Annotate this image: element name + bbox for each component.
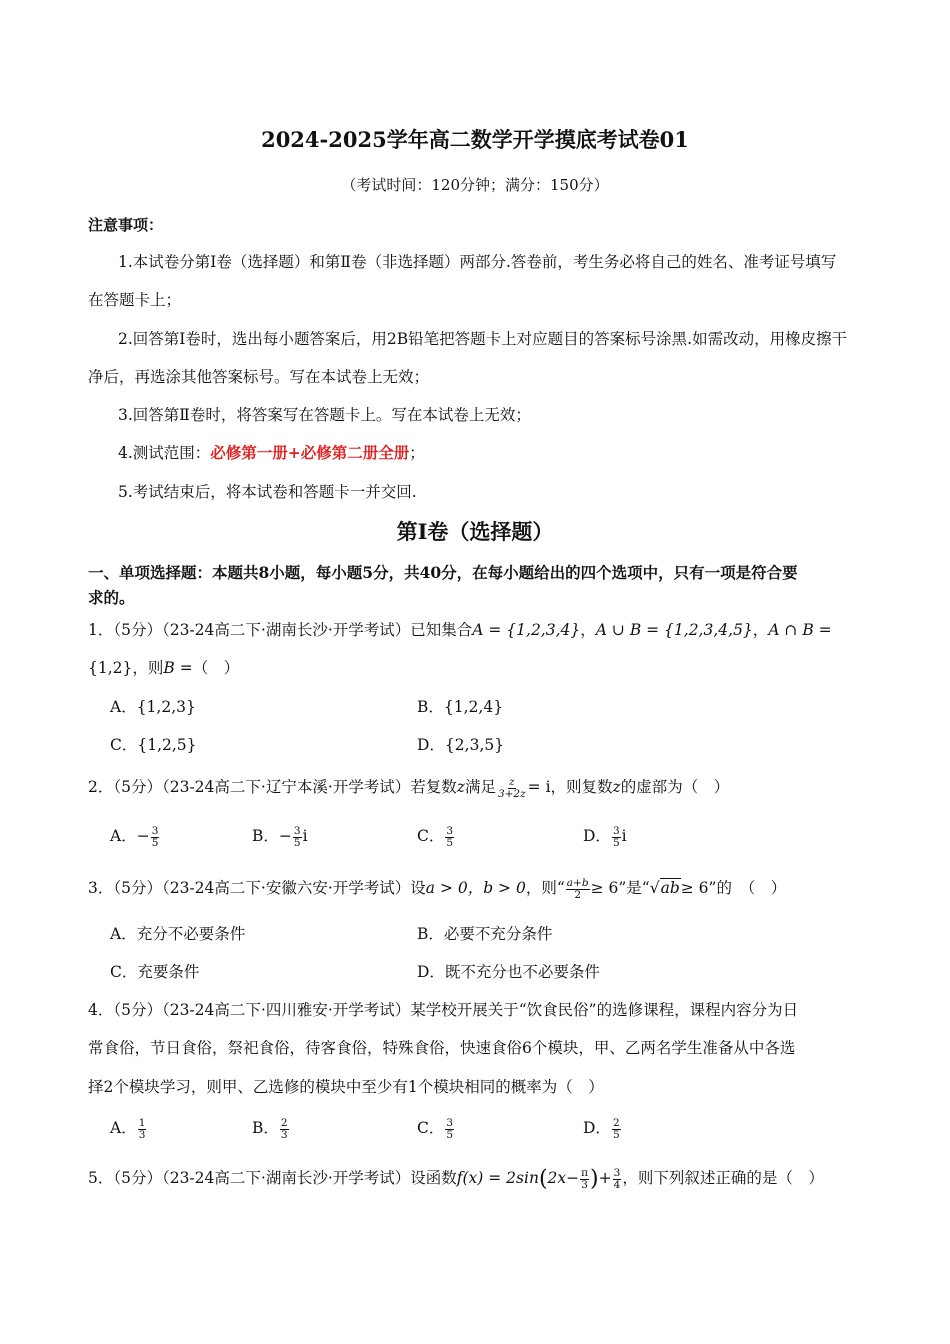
q2-option-b: B．− $\frac{3}{5}$ i bbox=[252, 824, 308, 849]
question-4: 4．（5分）（23-24高二下·四川雅安·开学考试）某学校开展关于“饮食民俗”的选修课程，课程内容分为日 bbox=[88, 1001, 799, 1019]
question-5: 5．（5分）（23-24高二下·湖南长沙·开学考试）设函数f(x) = 2sin(2x− $\frac{\pi}{3}$ )+ $\frac{3}{4}$ ，则下列叙述正确的是（ ） bbox=[88, 1166, 824, 1192]
section-heading: 一、单项选择题：本题共8小题，每小题5分，共40分，在每小题给出的四个选项中，只有一项是符合要 bbox=[88, 563, 798, 582]
notice-item-4: 4.测试范围：必修第一册+必修第二册全册； bbox=[118, 443, 425, 462]
notice-item-3: 3.回答第Ⅱ卷时，将答案写在答题卡上。写在本试卷上无效； bbox=[118, 406, 531, 424]
q1-option-b: B．{1,2,4} bbox=[417, 698, 504, 716]
q2-option-a: A．− $\frac{3}{5}$ bbox=[110, 824, 159, 849]
question-4-line-3: 择2个模块学习，则甲、乙选修的模块中至少有1个模块相同的概率为（ ） bbox=[88, 1078, 604, 1096]
q3-option-b: B．必要不充分条件 bbox=[417, 925, 553, 943]
exam-title: 2024-2025学年高二数学开学摸底考试卷01 bbox=[261, 127, 689, 152]
q4-option-a: A． $\frac{1}{3}$ bbox=[110, 1116, 146, 1141]
q4-option-c: C． $\frac{3}{5}$ bbox=[417, 1116, 454, 1141]
q3-option-d: D．既不充分也不必要条件 bbox=[417, 963, 600, 981]
question-1: 1．（5分）（23-24高二下·湖南长沙·开学考试）已知集合A = {1,2,3,4}，A ∪ B = {1,2,3,4,5}，A ∩ B = bbox=[88, 621, 832, 639]
q1-option-c: C．{1,2,5} bbox=[110, 736, 197, 754]
q3-option-c: C．充要条件 bbox=[110, 963, 200, 981]
section-heading-cont: 求的。 bbox=[88, 588, 135, 607]
question-2: 2．（5分）（23-24高二下·辽宁本溪·开学考试）若复数z满足 $\frac{z}{3+2z}$ = i，则复数z的虚部为（ ） bbox=[88, 775, 730, 800]
q3-option-a: A．充分不必要条件 bbox=[110, 925, 246, 943]
notice-heading: 注意事项： bbox=[88, 216, 164, 234]
test-range: 必修第一册+必修第二册全册 bbox=[210, 443, 410, 462]
notice-item-1-cont: 在答题卡上； bbox=[88, 291, 182, 309]
q2-option-c: C． $\frac{3}{5}$ bbox=[417, 824, 454, 849]
notice-item-5: 5.考试结束后，将本试卷和答题卡一并交回. bbox=[118, 483, 417, 501]
notice-item-1: 1.本试卷分第Ⅰ卷（选择题）和第Ⅱ卷（非选择题）两部分.答卷前，考生务必将自己的姓名、准考证号填写 bbox=[118, 253, 837, 271]
question-1-cont: {1,2}，则B =（ ） bbox=[88, 659, 240, 677]
notice-item-2-cont: 净后，再选涂其他答案标号。写在本试卷上无效； bbox=[88, 368, 430, 386]
q2-option-d: D． $\frac{3}{5}$ i bbox=[583, 824, 627, 849]
q1-option-d: D．{2,3,5} bbox=[417, 736, 505, 754]
section-title: 第Ⅰ卷（选择题） bbox=[396, 519, 554, 544]
q1-option-a: A．{1,2,3} bbox=[110, 698, 196, 716]
exam-subtitle: （考试时间：120分钟；满分：150分） bbox=[341, 176, 609, 194]
notice-item-2: 2.回答第Ⅰ卷时，选出每小题答案后，用2B铅笔把答题卡上对应题目的答案标号涂黑.如需改动，用橡皮擦干 bbox=[118, 330, 848, 348]
q4-option-b: B． $\frac{2}{3}$ bbox=[252, 1116, 288, 1141]
question-3: 3．（5分）（23-24高二下·安徽六安·开学考试）设a > 0，b > 0，则“ $\frac{a+b}{2}$ ≥ 6”是“√ab≥ 6”的 （ ） bbox=[88, 876, 787, 901]
question-4-line-2: 常食俗，节日食俗，祭祀食俗，待客食俗，特殊食俗，快速食俗6个模块，甲、乙两名学生准备从中各选 bbox=[88, 1039, 796, 1057]
q4-option-d: D． $\frac{2}{5}$ bbox=[583, 1116, 620, 1141]
